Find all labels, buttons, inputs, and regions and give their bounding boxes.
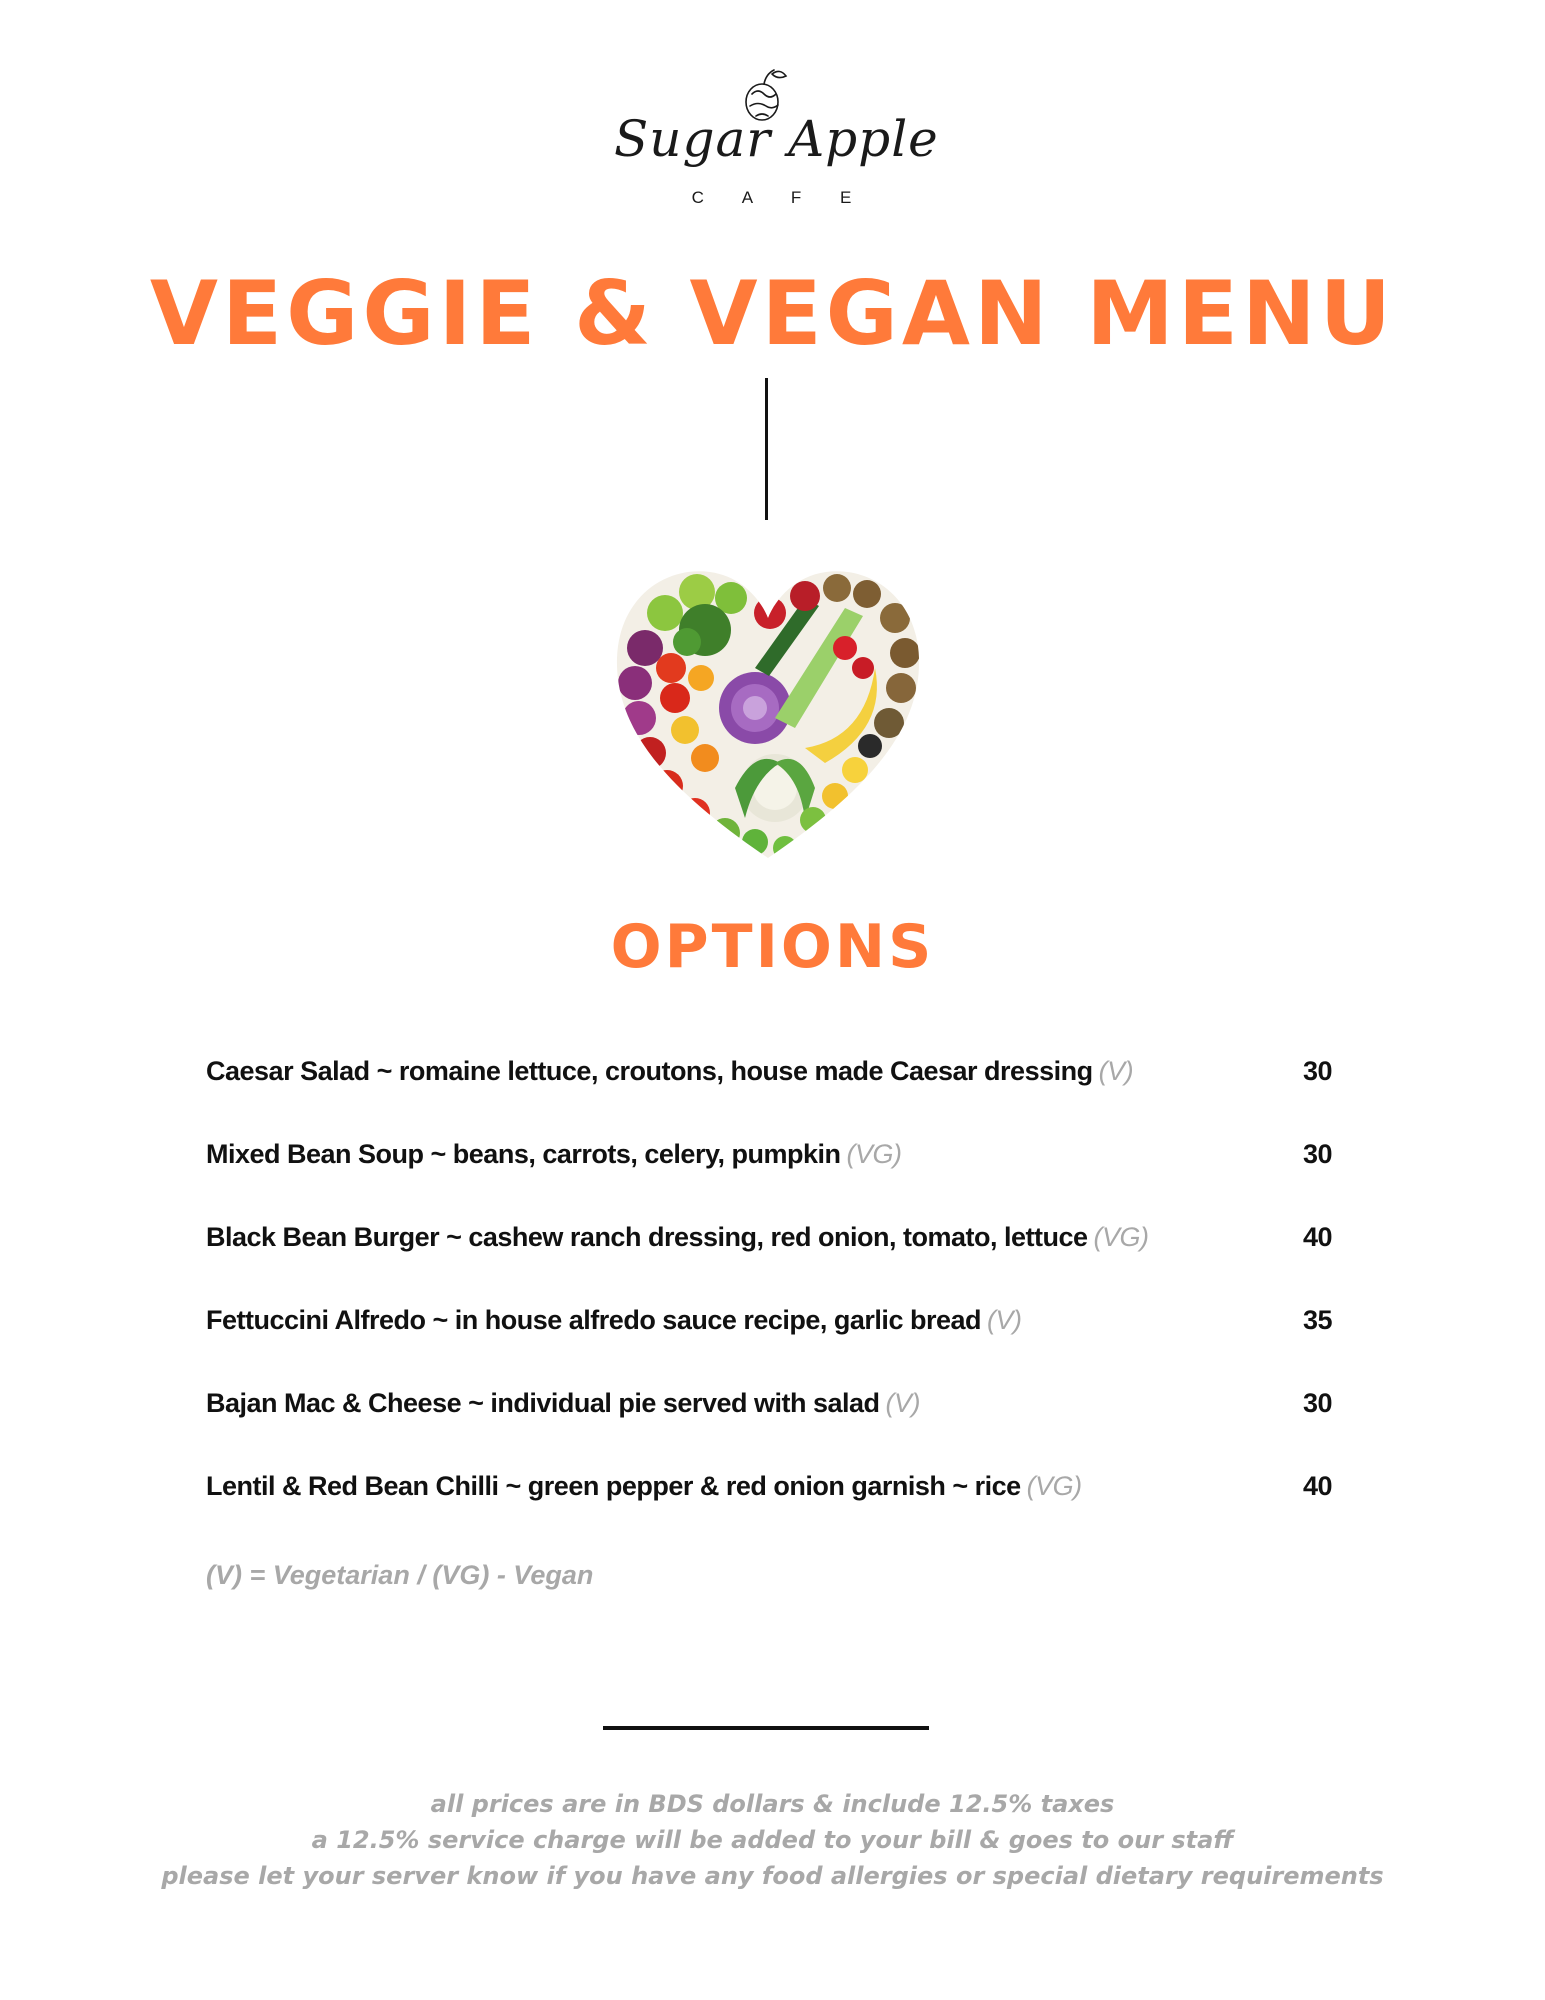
cafe-logo	[600, 60, 940, 220]
menu-item	[206, 1471, 1332, 1554]
footer-line: all prices are in BDS dollars & include 12.5% taxes	[430, 1790, 1115, 1818]
menu-item-name: Black Bean Burger ~ cashew ranch dressing, red onion, tomato, lettuce	[206, 1222, 1088, 1252]
menu-list	[206, 1056, 1332, 1554]
menu-item-price: 30	[1302, 1139, 1332, 1169]
menu-item-price: 30	[1302, 1388, 1332, 1418]
diet-tag: (V)	[986, 1305, 1022, 1335]
diet-legend: (V) = Vegetarian / (VG) - Vegan	[206, 1560, 594, 1590]
menu-item	[206, 1056, 1332, 1139]
vertical-divider	[765, 378, 768, 520]
menu-item	[206, 1222, 1332, 1305]
menu-item	[206, 1305, 1332, 1388]
menu-item-price: 40	[1302, 1471, 1332, 1501]
menu-item-name: Bajan Mac & Cheese ~ individual pie served with salad	[206, 1388, 880, 1418]
menu-item	[206, 1388, 1332, 1471]
diet-tag: (V)	[885, 1388, 920, 1418]
menu-item	[206, 1139, 1332, 1222]
footer-line: a 12.5% service charge will be added to your bill & goes to our staff	[311, 1826, 1234, 1854]
footer-notes	[0, 1786, 1545, 1894]
options-heading: OPTIONS	[610, 912, 935, 982]
vegetable-heart-image	[605, 558, 931, 864]
menu-item-name: Caesar Salad ~ romaine lettuce, croutons, house made Caesar dressing	[206, 1056, 1093, 1086]
menu-item-price: 30	[1302, 1056, 1332, 1086]
menu-item-name: Fettuccini Alfredo ~ in house alfredo sauce recipe, garlic bread	[206, 1305, 981, 1335]
menu-item-price: 40	[1302, 1222, 1332, 1252]
diet-tag: (V)	[1098, 1056, 1134, 1086]
diet-tag: (VG)	[846, 1139, 902, 1169]
page-title: VEGGIE & VEGAN MENU	[149, 262, 1396, 365]
diet-tag: (VG)	[1026, 1471, 1082, 1501]
horizontal-divider	[603, 1726, 929, 1730]
menu-item-name: Lentil & Red Bean Chilli ~ green pepper & red onion garnish ~ rice	[206, 1471, 1021, 1501]
diet-tag: (VG)	[1093, 1222, 1149, 1252]
logo-wordmark: Sugar Apple	[614, 110, 939, 168]
menu-item-name: Mixed Bean Soup ~ beans, carrots, celery, pumpkin	[206, 1139, 841, 1169]
menu-item-price: 35	[1302, 1305, 1332, 1335]
footer-line: please let your server know if you have any food allergies or special dietary requirements	[161, 1862, 1384, 1890]
logo-subtitle: C A F E	[691, 188, 869, 207]
